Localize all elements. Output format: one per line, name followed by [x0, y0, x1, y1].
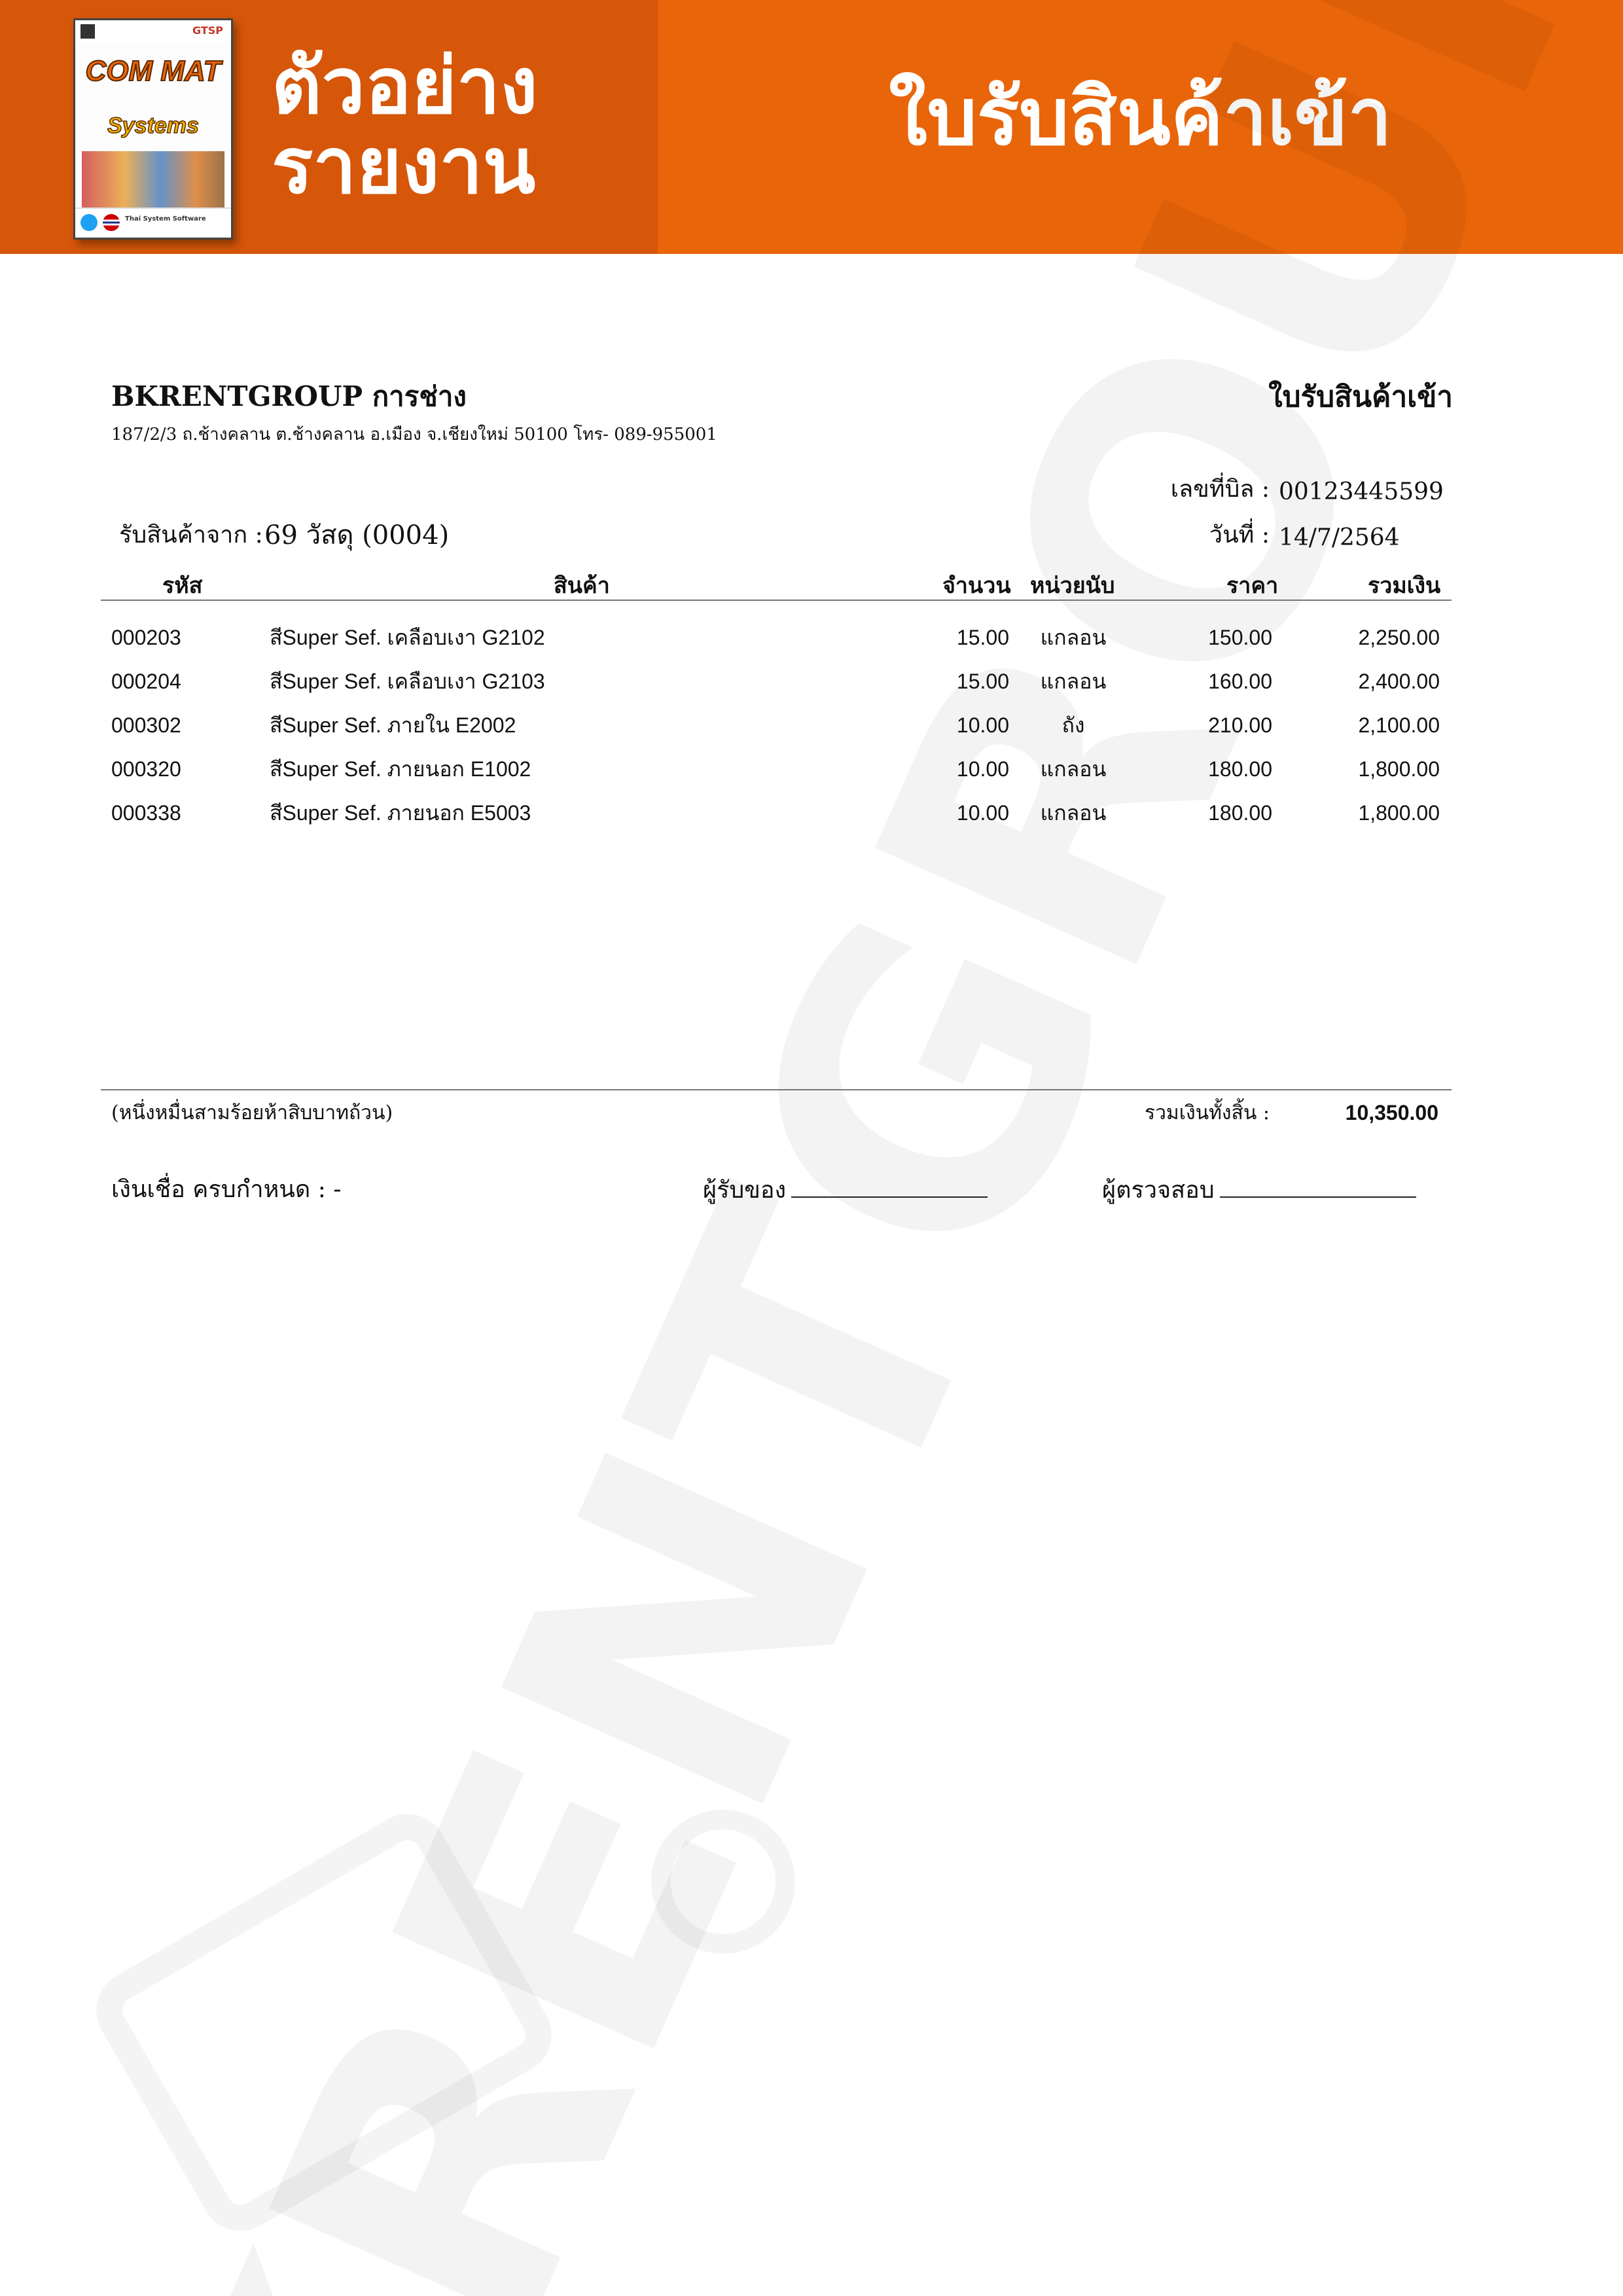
cell-qty: 15.00: [956, 626, 1009, 649]
receiver-label: ผู้รับของ: [703, 1177, 787, 1204]
box-brand-line2: Systems: [107, 113, 199, 138]
supplier-label: รับสินค้าจาก :: [119, 522, 263, 548]
date-label: วันที่ :: [1209, 522, 1270, 548]
column-header-unit: หน่วยนับ: [1030, 573, 1115, 599]
box-brand-line1: COM MAT: [85, 55, 221, 87]
cell-product: สีSuper Sef. ภายนอก E5003: [270, 801, 531, 825]
supplier-value: 69 วัสดุ (0004): [264, 520, 450, 550]
cell-price: 210.00: [1208, 713, 1272, 737]
cell-amount: 2,400.00: [1358, 670, 1440, 693]
column-header-product: สินค้า: [554, 573, 610, 599]
inspector-signature-line: [1220, 1174, 1416, 1198]
column-header-code: รหัส: [162, 573, 203, 599]
cell-amount: 1,800.00: [1358, 757, 1440, 781]
bill-no-value: 00123445599: [1279, 478, 1444, 505]
cell-price: 150.00: [1208, 626, 1272, 649]
box-publisher: GTSP: [192, 24, 223, 37]
cell-qty: 10.00: [956, 713, 1009, 737]
cell-product: สีSuper Sef. ภายนอก E1002: [270, 757, 531, 781]
column-header-qty: จำนวน: [942, 573, 1011, 599]
windows-icon: [80, 214, 98, 231]
banner-title-line1: ตัวอย่าง: [272, 41, 538, 131]
box-footer: [75, 207, 231, 238]
date-value: 14/7/2564: [1279, 524, 1400, 551]
thai-flag-icon: [103, 214, 120, 231]
header-banner: [0, 0, 1623, 254]
receiver-signature-line: [791, 1174, 988, 1198]
cell-code: 000204: [111, 670, 181, 693]
column-header-amount: รวมเงิน: [1368, 573, 1441, 599]
document-title: ใบรับสินค้าเข้า: [1268, 380, 1453, 414]
cell-unit: แกลอน: [1040, 757, 1107, 781]
cell-qty: 10.00: [956, 757, 1009, 781]
cell-code: 000320: [111, 757, 181, 781]
amount-in-words: (หนึ่งหมื่นสามร้อยห้าสิบบาทถ้วน): [111, 1102, 393, 1124]
cell-price: 180.00: [1208, 801, 1272, 825]
credit-terms: เงินเชื่อ ครบกำหนด : -: [111, 1176, 342, 1203]
cell-unit: แกลอน: [1040, 626, 1107, 649]
company-name: BKRENTGROUP การช่าง: [111, 380, 467, 412]
banner-title-line2: รายงาน: [272, 120, 536, 211]
cell-amount: 2,100.00: [1358, 713, 1440, 737]
table-header-divider: [101, 600, 1452, 601]
cell-amount: 2,250.00: [1358, 626, 1440, 649]
cell-price: 180.00: [1208, 757, 1272, 781]
column-header-price: ราคา: [1226, 573, 1279, 599]
inspector-signature: [1102, 1174, 1416, 1206]
company-address: 187/2/3 ถ.ช้างคลาน ต.ช้างคลาน อ.เมือง จ.เชียงใหม่ 50100 โทร- 089-955001: [111, 425, 717, 444]
cell-unit: แกลอน: [1040, 670, 1107, 693]
software-box-image: [73, 18, 233, 240]
cell-product: สีSuper Sef. ภายใน E2002: [270, 713, 516, 737]
banner-document-title: ใบรับสินค้าเข้า: [889, 72, 1392, 163]
cell-unit: แกลอน: [1040, 801, 1107, 825]
total-label: รวมเงินทั้งสิ้น :: [1144, 1102, 1270, 1124]
cell-qty: 15.00: [956, 670, 1009, 693]
banner-title: [272, 41, 538, 211]
total-value: 10,350.00: [1345, 1101, 1438, 1124]
box-logo-icon: [80, 24, 95, 39]
box-products-illustration: [82, 151, 224, 210]
cell-price: 160.00: [1208, 670, 1272, 693]
cell-product: สีSuper Sef. เคลือบเงา G2103: [270, 670, 545, 693]
cell-code: 000302: [111, 713, 181, 737]
cell-amount: 1,800.00: [1358, 801, 1440, 825]
cell-product: สีSuper Sef. เคลือบเงา G2102: [270, 626, 545, 649]
cell-code: 000338: [111, 801, 181, 825]
table-footer-divider: [101, 1089, 1452, 1090]
cell-qty: 10.00: [956, 801, 1009, 825]
cell-unit: ถัง: [1061, 713, 1085, 737]
bill-no-label: เลขที่บิล :: [1170, 476, 1270, 503]
receiver-signature: [703, 1174, 988, 1206]
cell-code: 000203: [111, 626, 181, 649]
watermark-roller-icon: [100, 1818, 785, 2227]
box-footer-text: Thai System Software: [125, 215, 206, 223]
inspector-label: ผู้ตรวจสอบ: [1102, 1177, 1215, 1204]
